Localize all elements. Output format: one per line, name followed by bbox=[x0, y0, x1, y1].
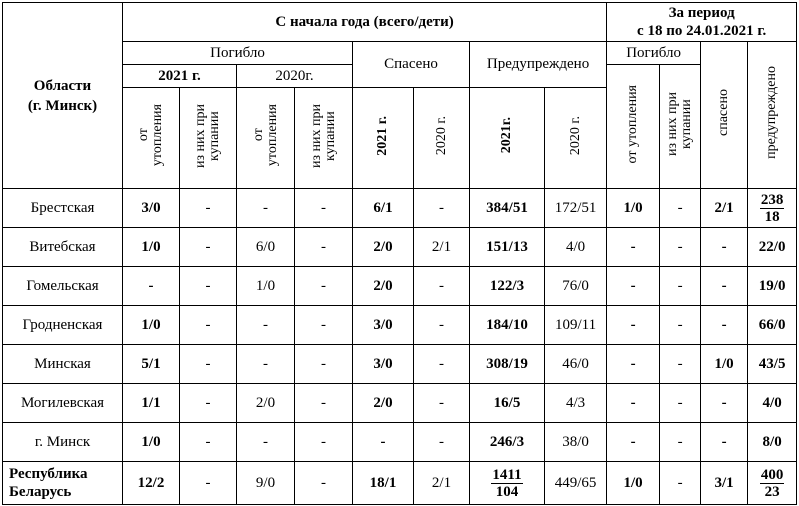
cell-bathing-2021: - bbox=[180, 423, 237, 462]
cell-period-prevented: 8/0 bbox=[748, 423, 797, 462]
cell-prevented-2020: 109/11 bbox=[545, 306, 607, 345]
cell-period-prevented bbox=[748, 462, 797, 505]
cell-region: Гродненская bbox=[3, 306, 123, 345]
cell-prevented-2020: 172/51 bbox=[545, 189, 607, 228]
table-row bbox=[3, 423, 797, 462]
cell-prevented-2020: 449/65 bbox=[545, 462, 607, 505]
total-region-line1: Республика bbox=[9, 466, 88, 482]
cell-period-died: 1/0 bbox=[607, 462, 660, 505]
cell-region: Минская bbox=[3, 345, 123, 384]
cell-saved-2020: 2/1 bbox=[414, 228, 470, 267]
cell-died-2021: 1/0 bbox=[123, 228, 180, 267]
cell-bathing-2020: - bbox=[295, 267, 353, 306]
cell-period-bathing: - bbox=[660, 189, 701, 228]
header-regions-label: Области (г. Минск) bbox=[27, 77, 98, 114]
cell-saved-2021: 2/0 bbox=[353, 384, 414, 423]
header-period-of-them-bathing-label: из них при купании bbox=[665, 92, 695, 156]
cell-saved-2021: 2/0 bbox=[353, 228, 414, 267]
cell-period-bathing: - bbox=[660, 384, 701, 423]
cell-bathing-2020: - bbox=[295, 384, 353, 423]
cell-saved-2020: - bbox=[414, 267, 470, 306]
header-2021-of-them-bathing bbox=[180, 88, 237, 189]
cell-saved-2020: - bbox=[414, 306, 470, 345]
header-prevented-2020-label: 2020 г. bbox=[567, 115, 583, 156]
header-year-2021: 2021 г. bbox=[123, 65, 237, 88]
cell-period-saved: - bbox=[701, 384, 748, 423]
table-row bbox=[3, 228, 797, 267]
header-period bbox=[607, 3, 797, 42]
cell-died-2021: 1/1 bbox=[123, 384, 180, 423]
cell-died-2021: 5/1 bbox=[123, 345, 180, 384]
header-prevented-2021-label: 2021г. bbox=[499, 117, 514, 154]
cell-died-2020: - bbox=[237, 345, 295, 384]
cell-region: г. Минск bbox=[3, 423, 123, 462]
fraction-denominator: 104 bbox=[495, 483, 519, 500]
cell-period-saved: - bbox=[701, 306, 748, 345]
cell-prevented-2020: 4/0 bbox=[545, 228, 607, 267]
cell-bathing-2021: - bbox=[180, 189, 237, 228]
cell-prevented-2021 bbox=[470, 462, 545, 505]
cell-bathing-2021: - bbox=[180, 384, 237, 423]
header-saved-2021-label: 2021 г. bbox=[375, 115, 390, 156]
table-row bbox=[3, 384, 797, 423]
cell-bathing-2020: - bbox=[295, 228, 353, 267]
cell-bathing-2021: - bbox=[180, 306, 237, 345]
header-year-2020: 2020г. bbox=[237, 65, 353, 88]
cell-period-prevented: 43/5 bbox=[748, 345, 797, 384]
cell-period-bathing: - bbox=[660, 306, 701, 345]
header-died: Погибло bbox=[123, 42, 353, 65]
total-region-line2: Беларусь bbox=[9, 484, 72, 500]
cell-died-2020: - bbox=[237, 306, 295, 345]
header-period-saved-label: спасено bbox=[716, 88, 732, 136]
cell-prevented-2020: 4/3 bbox=[545, 384, 607, 423]
cell-period-bathing: - bbox=[660, 228, 701, 267]
header-saved: Спасено bbox=[353, 42, 470, 88]
cell-period-bathing: - bbox=[660, 267, 701, 306]
cell-region: Гомельская bbox=[3, 267, 123, 306]
cell-died-2020: 2/0 bbox=[237, 384, 295, 423]
header-regions bbox=[3, 3, 123, 189]
fraction bbox=[491, 467, 522, 500]
cell-saved-2021: 3/0 bbox=[353, 345, 414, 384]
header-2020-from-drowning bbox=[237, 88, 295, 189]
cell-saved-2020: - bbox=[414, 189, 470, 228]
cell-period-saved: 1/0 bbox=[701, 345, 748, 384]
header-period-line1: За период bbox=[668, 5, 735, 21]
cell-period-died: - bbox=[607, 345, 660, 384]
fraction bbox=[760, 467, 785, 500]
header-prevented: Предупреждено bbox=[470, 42, 607, 88]
cell-period-died: - bbox=[607, 306, 660, 345]
cell-died-2021: - bbox=[123, 267, 180, 306]
header-2021-from-drowning-label: от утопления bbox=[136, 104, 165, 167]
cell-bathing-2020: - bbox=[295, 189, 353, 228]
cell-period-bathing: - bbox=[660, 462, 701, 505]
fraction-numerator: 400 bbox=[760, 466, 784, 483]
cell-period-prevented bbox=[748, 189, 797, 228]
header-prevented-2020 bbox=[545, 88, 607, 189]
cell-period-died: - bbox=[607, 228, 660, 267]
cell-region: Брестская bbox=[3, 189, 123, 228]
table-row-total bbox=[3, 462, 797, 505]
cell-region-total bbox=[3, 462, 123, 505]
cell-period-died: - bbox=[607, 384, 660, 423]
cell-period-died: - bbox=[607, 267, 660, 306]
fraction-denominator: 18 bbox=[764, 208, 780, 225]
cell-bathing-2020: - bbox=[295, 462, 353, 505]
drowning-statistics-table bbox=[2, 2, 797, 505]
cell-prevented-2021: 16/5 bbox=[470, 384, 545, 423]
table-row bbox=[3, 189, 797, 228]
cell-period-bathing: - bbox=[660, 423, 701, 462]
cell-died-2021: 3/0 bbox=[123, 189, 180, 228]
fraction-numerator: 1411 bbox=[492, 466, 522, 483]
cell-died-2020: - bbox=[237, 189, 295, 228]
header-2021-from-drowning bbox=[123, 88, 180, 189]
cell-died-2021: 12/2 bbox=[123, 462, 180, 505]
cell-bathing-2021: - bbox=[180, 462, 237, 505]
cell-bathing-2020: - bbox=[295, 345, 353, 384]
cell-prevented-2020: 46/0 bbox=[545, 345, 607, 384]
cell-prevented-2021: 122/3 bbox=[470, 267, 545, 306]
cell-saved-2020: - bbox=[414, 384, 470, 423]
cell-died-2020: 6/0 bbox=[237, 228, 295, 267]
cell-period-died: - bbox=[607, 423, 660, 462]
cell-saved-2020: 2/1 bbox=[414, 462, 470, 505]
cell-period-saved: 3/1 bbox=[701, 462, 748, 505]
cell-prevented-2021: 151/13 bbox=[470, 228, 545, 267]
cell-prevented-2021: 184/10 bbox=[470, 306, 545, 345]
cell-period-saved: - bbox=[701, 228, 748, 267]
cell-bathing-2020: - bbox=[295, 306, 353, 345]
header-period-from-drowning-label: от утопления bbox=[625, 84, 641, 164]
cell-died-2020: - bbox=[237, 423, 295, 462]
header-2020-from-drowning-label: от утопления bbox=[250, 104, 280, 167]
cell-saved-2021: 2/0 bbox=[353, 267, 414, 306]
header-prevented-2021 bbox=[470, 88, 545, 189]
cell-saved-2021: 3/0 bbox=[353, 306, 414, 345]
cell-period-prevented: 4/0 bbox=[748, 384, 797, 423]
cell-saved-2021: 18/1 bbox=[353, 462, 414, 505]
cell-prevented-2020: 38/0 bbox=[545, 423, 607, 462]
table-row bbox=[3, 306, 797, 345]
cell-period-prevented: 66/0 bbox=[748, 306, 797, 345]
table-row bbox=[3, 267, 797, 306]
fraction-numerator: 238 bbox=[760, 191, 784, 208]
cell-period-bathing: - bbox=[660, 345, 701, 384]
cell-bathing-2021: - bbox=[180, 228, 237, 267]
header-period-saved bbox=[701, 42, 748, 189]
cell-period-saved: - bbox=[701, 423, 748, 462]
cell-bathing-2021: - bbox=[180, 345, 237, 384]
cell-period-saved: - bbox=[701, 267, 748, 306]
cell-saved-2021: 6/1 bbox=[353, 189, 414, 228]
header-period-from-drowning bbox=[607, 65, 660, 189]
header-2020-of-them-bathing bbox=[295, 88, 353, 189]
cell-region: Могилевская bbox=[3, 384, 123, 423]
cell-saved-2020: - bbox=[414, 345, 470, 384]
cell-prevented-2020: 76/0 bbox=[545, 267, 607, 306]
cell-died-2021: 1/0 bbox=[123, 306, 180, 345]
header-period-of-them-bathing bbox=[660, 65, 701, 189]
fraction bbox=[760, 192, 785, 225]
cell-region: Витебская bbox=[3, 228, 123, 267]
cell-period-prevented: 22/0 bbox=[748, 228, 797, 267]
cell-saved-2021: - bbox=[353, 423, 414, 462]
table-row bbox=[3, 345, 797, 384]
header-saved-2020-label: 2020 г. bbox=[433, 115, 449, 156]
header-2020-of-them-bathing-label: из них при купании bbox=[308, 103, 338, 168]
header-saved-2021 bbox=[353, 88, 414, 189]
cell-died-2021: 1/0 bbox=[123, 423, 180, 462]
cell-prevented-2021: 384/51 bbox=[470, 189, 545, 228]
header-since-year: С начала года (всего/дети) bbox=[123, 3, 607, 42]
header-period-prevented bbox=[748, 42, 797, 189]
header-saved-2020 bbox=[414, 88, 470, 189]
cell-died-2020: 9/0 bbox=[237, 462, 295, 505]
header-2021-of-them-bathing-label: из них при купании bbox=[193, 103, 222, 168]
cell-died-2020: 1/0 bbox=[237, 267, 295, 306]
cell-period-prevented: 19/0 bbox=[748, 267, 797, 306]
cell-prevented-2021: 246/3 bbox=[470, 423, 545, 462]
cell-prevented-2021: 308/19 bbox=[470, 345, 545, 384]
cell-saved-2020: - bbox=[414, 423, 470, 462]
header-period-died: Погибло bbox=[607, 42, 701, 65]
cell-period-saved: 2/1 bbox=[701, 189, 748, 228]
header-period-line2: с 18 по 24.01.2021 г. bbox=[637, 23, 767, 39]
header-period-prevented-label: предупреждено bbox=[764, 66, 780, 159]
cell-bathing-2020: - bbox=[295, 423, 353, 462]
cell-bathing-2021: - bbox=[180, 267, 237, 306]
fraction-denominator: 23 bbox=[764, 483, 780, 500]
cell-period-died: 1/0 bbox=[607, 189, 660, 228]
